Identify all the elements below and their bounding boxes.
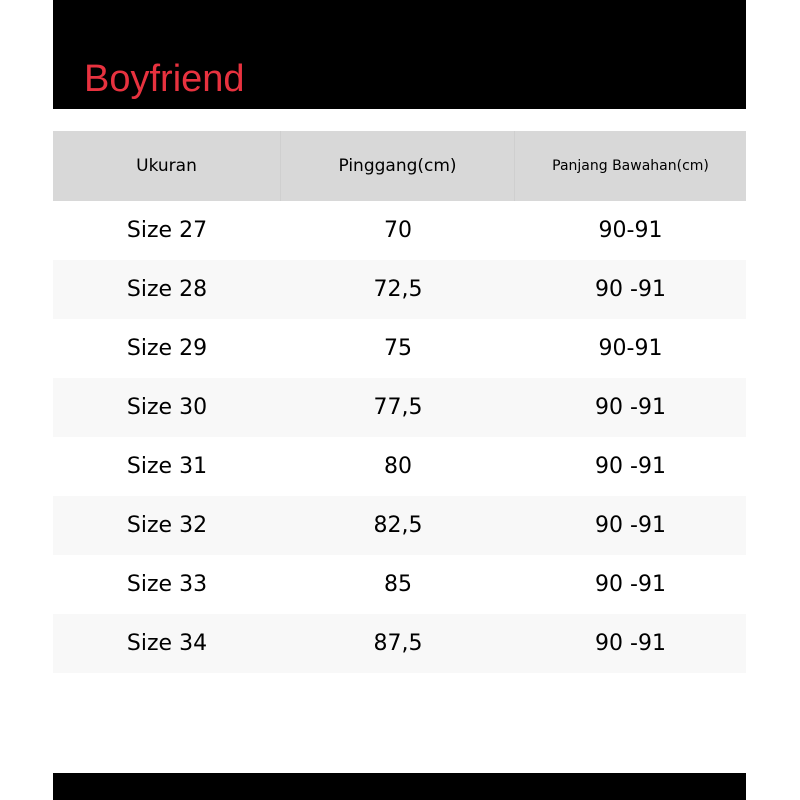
waist-cell: 82,5 <box>373 513 423 538</box>
size-cell: Size 28 <box>126 277 208 302</box>
size-cell: Size 30 <box>126 395 208 420</box>
length-cell: 90 -91 <box>595 454 666 479</box>
column-header-panjang-bawahan: Panjang Bawahan(cm) <box>552 158 709 174</box>
table-row <box>53 496 746 555</box>
length-cell: 90-91 <box>598 336 663 361</box>
size-cell: Size 27 <box>126 218 208 243</box>
table-row <box>53 614 746 673</box>
size-cell: Size 34 <box>126 631 208 656</box>
length-cell: 90 -91 <box>595 395 666 420</box>
length-cell: 90 -91 <box>595 277 666 302</box>
waist-cell: 77,5 <box>373 395 423 420</box>
table-header-row <box>53 131 746 201</box>
table-row <box>53 201 746 260</box>
size-cell: Size 33 <box>126 572 208 597</box>
page-title: Boyfriend <box>84 58 245 100</box>
size-cell: Size 32 <box>126 513 208 538</box>
waist-cell: 80 <box>384 454 412 479</box>
length-cell: 90 -91 <box>595 572 666 597</box>
table-row <box>53 378 746 437</box>
length-cell: 90-91 <box>598 218 663 243</box>
size-cell: Size 29 <box>126 336 208 361</box>
table-row <box>53 555 746 614</box>
size-table <box>53 131 746 673</box>
footer-band <box>53 773 746 800</box>
length-cell: 90 -91 <box>595 631 666 656</box>
table-row <box>53 319 746 378</box>
waist-cell: 85 <box>384 572 412 597</box>
size-cell: Size 31 <box>126 454 208 479</box>
waist-cell: 70 <box>384 218 412 243</box>
waist-cell: 75 <box>384 336 412 361</box>
table-row <box>53 260 746 319</box>
waist-cell: 87,5 <box>373 631 423 656</box>
header-band <box>53 0 746 109</box>
column-header-pinggang: Pinggang(cm) <box>281 131 515 201</box>
length-cell: 90 -91 <box>595 513 666 538</box>
column-header-ukuran: Ukuran <box>53 131 281 201</box>
table-row <box>53 437 746 496</box>
waist-cell: 72,5 <box>373 277 423 302</box>
